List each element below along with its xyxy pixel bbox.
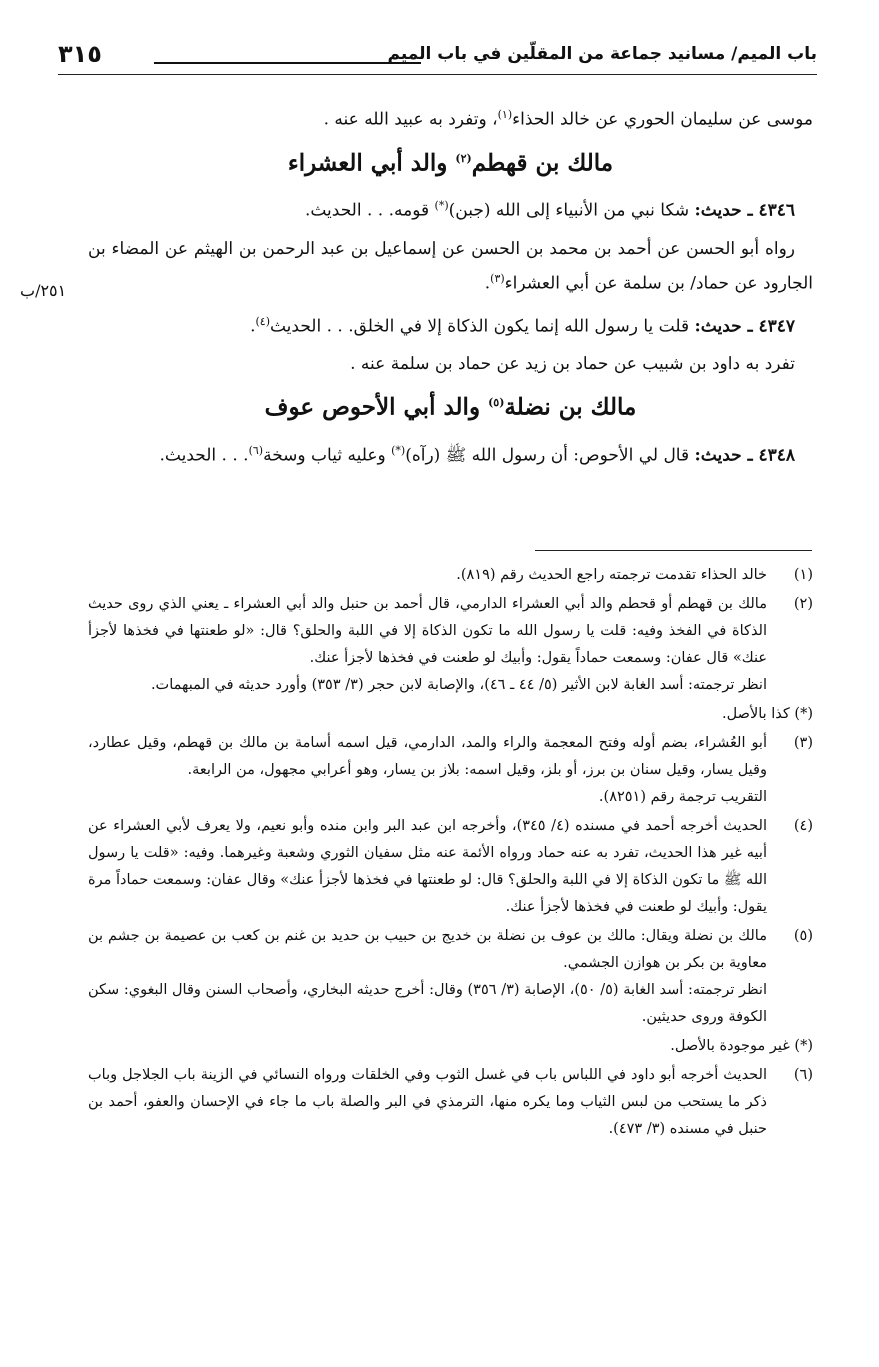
- footnote-text: انظر ترجمته: أسد الغابة لابن الأثير (٥/ ٤٤ ـ ٤٦)، والإصابة لابن حجر (٣/ ٣٥٣) وأورد حديثه في المبهمات.: [150, 677, 767, 693]
- hadith-text: قلت يا رسول الله إنما يكون الذكاة إلا في الخلق. . . الحديث: [269, 316, 695, 337]
- hadith-text: . . . الحديث.: [159, 445, 249, 466]
- manuscript-folio-note: ٢٥١/ب: [20, 281, 67, 300]
- text: ، وتفرد به عبيد الله عنه .: [323, 109, 498, 130]
- footnote-3: [88, 730, 813, 811]
- footnote-text: أبو العُشراء، بضم أوله وفتح المعجمة والراء والمد، الدارمي، قيل اسمه أسامة بن مالك بن قهطم، وقيل عطارد، وقيل يسار، وقيل سنان بن برز، أو بلز، وقيل اسمه: بلاز بن يسار، وهو أعرابي مجهول، من الرابعة.: [88, 735, 767, 778]
- text: رواه أبو الحسن عن أحمد بن محمد بن الحسن عن إسماعيل بن عبد الرحمن بن الهيثم عن المضاء بن الجارود عن حماد/ بن سلمة عن أبي العشراء: [88, 238, 813, 294]
- chapter-title: باب الميم/ مسانيد جماعة من المقلّين في باب الميم: [387, 44, 817, 64]
- footnote-4: [88, 813, 813, 921]
- footnote-ref: (٥): [488, 396, 505, 410]
- heading-text: مالك بن نضلة: [504, 393, 637, 421]
- footnote-number: (١): [793, 567, 813, 583]
- footnote-text: مالك بن قهطم أو قحطم والد أبي العشراء الدارمي، قال أحمد بن حنبل والد أبي العشراء ـ يعني الذي روى حديث الذكاة في الفخذ وفيه: قلت يا رسول الله ما تكون الذكاة إلا في اللبة والحلق؟ قال: «لو طعنتها في فخذها لأجزأ عنك» قال عفان: وسمعت حماداً يقول: وأبيك لو طعنت في فخذها لأجزأ عنك.: [88, 596, 767, 666]
- footnote-text: الحديث أخرجه أبو داود في اللباس باب في غسل الثوب وفي الخلقات ورواه النسائي في الزينة باب الجلاجل وباب ذكر ما يستحب من لبس الثياب وما يكره منها، الترمذي في البر والصلة باب ما جاء في الإحسان والعفو، أحمد بن حنبل في مسنده (٣/ ٤٧٣).: [88, 1067, 767, 1137]
- hadith-number: ٤٣٤٨ ـ حديث:: [694, 445, 795, 466]
- footnote-number: (٦): [793, 1067, 813, 1083]
- footnote-ref: (٤): [255, 314, 270, 328]
- footnote-text: خالد الحذاء تقدمت ترجمته راجع الحديث رقم (٨١٩).: [456, 567, 767, 583]
- footnote-separator: [535, 550, 812, 551]
- footnotes: [88, 562, 813, 1145]
- footnote-star-1: (*) كذا بالأصل.: [722, 706, 813, 722]
- footnote-6: [88, 1062, 813, 1143]
- text: موسى عن سليمان الحوري عن خالد الحذاء: [512, 109, 813, 130]
- hadith-number: ٤٣٤٧ ـ حديث:: [694, 316, 795, 337]
- hadith-text: قال لي الأحوص: أن رسول الله ﷺ (رآه): [405, 445, 695, 466]
- footnote-ref: (٢): [455, 151, 472, 165]
- footnote-number: (٤): [793, 818, 813, 834]
- hadith-number: ٤٣٤٦ ـ حديث:: [694, 200, 795, 221]
- main-text: [88, 100, 813, 479]
- heading-text: والد أبي الأحوص عوف: [264, 393, 489, 421]
- footnote-number: (٣): [793, 735, 813, 751]
- footnote-ref: (*): [391, 443, 406, 457]
- hadith-entry: [88, 191, 813, 226]
- hadith-text: قومه. . . الحديث.: [304, 200, 435, 221]
- heading-text: مالك بن قهطم: [471, 149, 614, 177]
- hadith-entry: [88, 436, 813, 471]
- hadith-text: .: [250, 316, 256, 337]
- footnote-star-2: (*) غير موجودة بالأصل.: [670, 1038, 813, 1054]
- header-rule: [154, 62, 421, 64]
- footnote-ref: (٣): [490, 271, 505, 285]
- running-header: [58, 40, 817, 76]
- section-heading: [88, 387, 813, 424]
- footnote-2: [88, 591, 813, 699]
- paragraph: [88, 100, 813, 135]
- footnote-5: [88, 923, 813, 1031]
- footnote-ref: (١): [497, 108, 513, 121]
- section-heading: [88, 143, 813, 180]
- footnote-1: [88, 562, 813, 589]
- heading-text: والد أبي العشراء: [287, 149, 456, 177]
- footnote-ref: (*): [434, 199, 449, 213]
- paragraph: تفرد به داود بن شبيب عن حماد بن زيد عن حماد بن سلمة عنه .: [350, 354, 795, 375]
- footnote-text: مالك بن نضلة ويقال: مالك بن عوف بن نضلة بن خديج بن حبيب بن حديد بن غنم بن كعب بن عصيمة بن جشم بن معاوية بن بكر بن هوازن الجشمي.: [88, 928, 767, 971]
- footnote-number: (٢): [793, 596, 813, 612]
- hadith-text: وعليه ثياب وسخة: [263, 445, 392, 466]
- footnote-ref: (٦): [248, 443, 264, 457]
- page-number: ٣١٥: [58, 40, 102, 68]
- text: .: [484, 273, 491, 294]
- footnote-text: الحديث أخرجه أحمد في مسنده (٤/ ٣٤٥)، وأخرجه ابن عبد البر وابن منده وأبو نعيم، ولا يعرف لأبي العشراء عن أبيه غير هذا الحديث، تفرد به عنه حماد ورواه الأئمة عنه مثل سفيان الثوري وشعبة وغيرهما. وفيه: «قلت يا رسول الله ﷺ ما تكون الذكاة إلا في اللبة والحلق؟ قال: لو طعنتها في فخذها لأجزأ عنك» وقال عفان: وسمعت حماداً مرة يقول: وأبيك لو طعنت في فخذها لأجزأ عنك.: [88, 818, 768, 915]
- footnote-number: (٥): [793, 928, 813, 944]
- footnote-text: التقريب ترجمة رقم (٨٢٥١).: [598, 789, 767, 805]
- header-divider: [58, 74, 817, 75]
- paragraph: [88, 234, 813, 299]
- hadith-entry: [88, 307, 813, 342]
- hadith-text: شكا نبي من الأنبياء إلى الله (جبن): [448, 200, 695, 221]
- footnote-text: انظر ترجمته: أسد الغابة (٥/ ٥٠)، الإصابة (٣/ ٣٥٦) وقال: أخرج حديثه البخاري، وأصحاب السنن وقال البغوي: سكن الكوفة وروى حديثين.: [88, 982, 767, 1025]
